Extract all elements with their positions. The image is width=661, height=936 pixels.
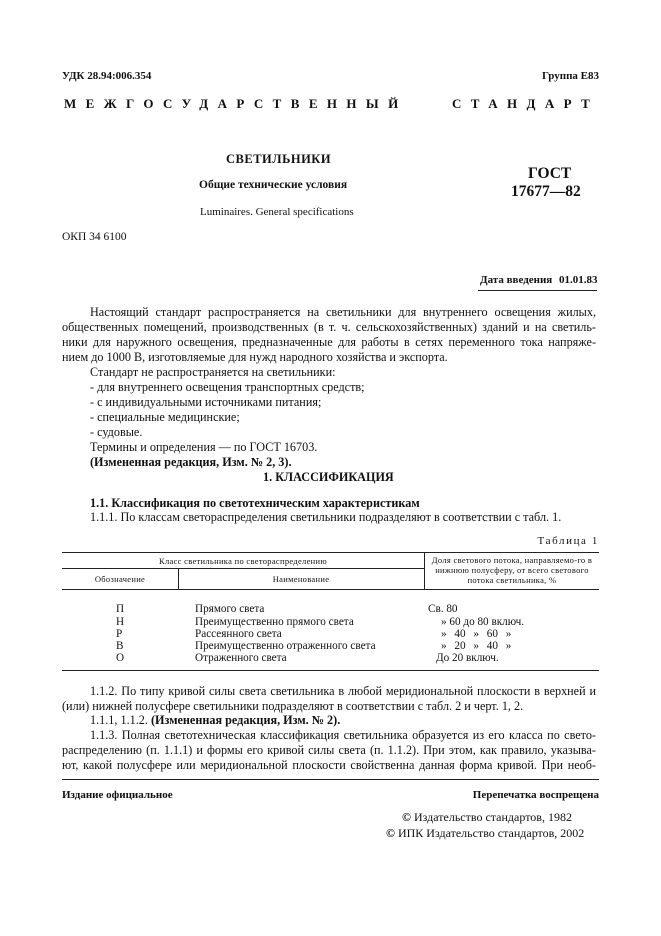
copyright-mark-icon: © xyxy=(386,826,395,840)
paragraph-1-1-3-line-3: ют, какой полусфере или меридиональной плоскости свойственна данная форма кривой. При необ- xyxy=(62,758,596,772)
document-title: СВЕТИЛЬНИКИ xyxy=(226,152,332,166)
intro-exclusion-lead: Стандарт не распространяется на светильники: xyxy=(90,365,336,379)
table-cell-name: Прямого света xyxy=(195,603,265,615)
intro-line-3: ники для наружного освещения, предназначенные для работы в сетях переменного тока напряже- xyxy=(62,335,596,349)
exclusion-item: - с индивидуальными источниками питания; xyxy=(90,395,322,409)
table-top-rule xyxy=(62,552,599,553)
copyright-line-2 xyxy=(386,826,584,841)
intro-date-value: 01.01.83 xyxy=(559,274,598,286)
reprint-notice: Перепечатка воспрещена xyxy=(472,789,599,801)
table-vline xyxy=(424,552,425,589)
intro-line-1: Настоящий стандарт распространяется на светильники для внутреннего освещения жилых, xyxy=(90,305,596,319)
official-edition: Издание официальное xyxy=(62,789,173,801)
column-share: Доля светового потока, направляемо-го в нижнюю полусферу, от всего светового потока светильника, % xyxy=(431,555,593,585)
table-bottom-rule xyxy=(62,670,599,671)
table-cell-share: » 60 до 80 включ. xyxy=(441,616,525,628)
okp-code: ОКП 34 6100 xyxy=(62,231,127,243)
paragraph-1-1-2-line-2: (или) нижней полусфере светильники подразделяют в соответствии с табл. 2 и черт. 1, 2. xyxy=(62,699,524,713)
table-cell-share: » 20 » 40 » xyxy=(441,640,512,652)
intro-line-4: нием до 1000 В, изготовляемые для нужд народного хозяйства и экспорта. xyxy=(62,350,448,364)
table-cell-code: О xyxy=(116,652,125,664)
paragraph-1-1-3-line-1: 1.1.3. Полная светотехническая классификация светильника образуется из его класса по свето- xyxy=(90,728,596,742)
table-cell-code: В xyxy=(116,640,124,652)
english-title: Luminaires. General specifications xyxy=(200,206,354,218)
table-cell-name: Рассеянного света xyxy=(195,628,282,640)
paragraph-1-1-2-line-1: 1.1.2. По типу кривой силы света светильника в любой меридиональной плоскости в верхней и xyxy=(90,684,596,698)
table-group-rule xyxy=(62,568,424,569)
table-cell-code: П xyxy=(116,603,125,615)
copyright-line-1 xyxy=(402,810,572,825)
udk-code: УДК 28.94:006.354 xyxy=(62,70,152,82)
exclusion-item: - специальные медицинские; xyxy=(90,410,240,424)
document-subtitle: Общие технические условия xyxy=(199,179,348,191)
intro-date-rule xyxy=(478,290,597,291)
banner-standard: СТАНДАРТ xyxy=(452,96,600,111)
table-caption: Таблица 1 xyxy=(537,535,599,547)
intro-date-label: Дата введения xyxy=(480,274,553,286)
revision-note: (Измененная редакция, Изм. № 2, 3). xyxy=(90,455,292,469)
table-cell-code: Р xyxy=(116,628,123,640)
exclusion-item: - судовые. xyxy=(90,425,143,439)
table-cell-code: Н xyxy=(116,616,125,628)
header-group-label: Класс светильника по светораспределению xyxy=(158,556,328,566)
terms-reference: Термины и определения — по ГОСТ 16703. xyxy=(90,440,318,454)
subsection-heading: 1.1. Классификация по светотехническим характеристикам xyxy=(90,496,420,510)
copyright-text-1: Издательство стандартов, 1982 xyxy=(413,810,572,824)
revision-note-2-bold: (Измененная редакция, Изм. № 2). xyxy=(150,713,341,727)
paragraph-1-1-1: 1.1.1. По классам светораспределения светильники подразделяют в соответствии с табл. 1. xyxy=(90,510,562,524)
table-cell-name: Преимущественно прямого света xyxy=(195,616,354,628)
table-cell-share: Св. 80 xyxy=(428,603,458,615)
paragraph-1-1-3-line-2: распределению (п. 1.1.1) и формы его кривой силы света (п. 1.1.2). При этом, как правило, указыва- xyxy=(62,743,596,757)
exclusion-item: - для внутреннего освещения транспортных средств; xyxy=(90,380,365,394)
gost-number: 17677—82 xyxy=(511,183,581,200)
column-designation: Обозначение xyxy=(94,574,146,584)
revision-note-2 xyxy=(90,713,340,728)
table-header-rule xyxy=(62,589,599,590)
banner-interstate: МЕЖГОСУДАРСТВЕННЫЙ xyxy=(64,96,408,111)
table-cell-name: Преимущественно отраженного света xyxy=(195,640,376,652)
column-name: Наименование xyxy=(272,574,330,584)
copyright-text-2: ИПК Издательство стандартов, 2002 xyxy=(397,826,585,840)
revision-note-2-prefix: 1.1.1, 1.1.2. xyxy=(90,713,148,727)
footer-rule xyxy=(62,779,599,780)
table-cell-share: До 20 включ. xyxy=(436,652,499,664)
group-code: Группа Е83 xyxy=(541,70,599,82)
intro-line-2: общественных помещений, производственных (в т. ч. сельскохозяйственных) зданий и на светиль- xyxy=(62,320,596,334)
section-heading: 1. КЛАССИФИКАЦИЯ xyxy=(263,470,394,484)
table-cell-name: Отраженного света xyxy=(195,652,287,664)
table-cell-share: » 40 » 60 » xyxy=(441,628,512,640)
gost-label: ГОСТ xyxy=(528,165,572,182)
copyright-mark-icon: © xyxy=(402,810,411,824)
